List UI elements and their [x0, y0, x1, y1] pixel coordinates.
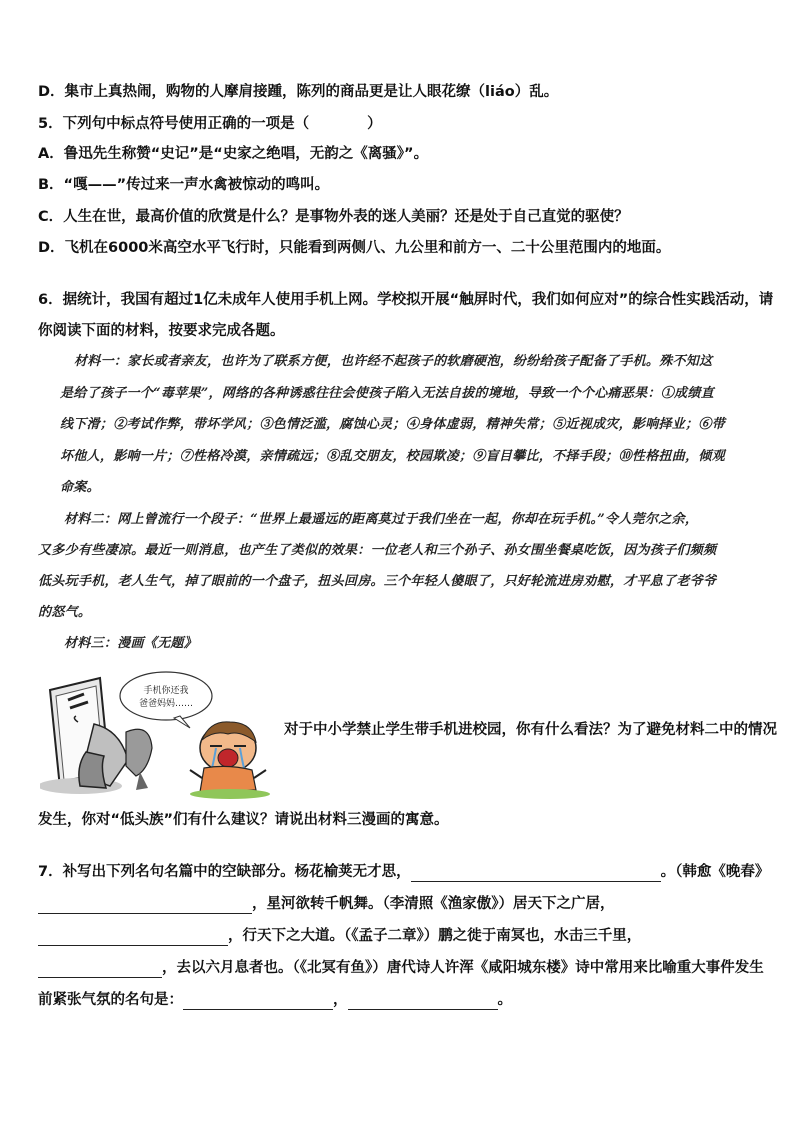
comic-bubble-line-2: 爸爸妈妈……: [138, 699, 194, 709]
answer-blank-4[interactable]: [38, 961, 162, 978]
answer-blank-3[interactable]: [38, 929, 228, 946]
q5-option-b: B．“嘎——”传过来一声水禽被惊动的鸣叫。: [38, 177, 330, 193]
q7-line-3: [38, 926, 641, 946]
q7-line-4-text: ，去以六月息者也。（《北冥有鱼》）唐代诗人许浑《咸阳城东楼》诗中常用来比喻重大事件发生: [162, 960, 764, 976]
material-1-line-5: 命案。: [60, 480, 100, 495]
q5-option-c: C．人生在世，最高价值的欣赏是什么？是事物外表的迷人美丽？还是处于自己直觉的驱使？: [38, 209, 629, 225]
material-2-line-4: 的怒气。: [38, 605, 92, 620]
material-2-line-3: 低头玩手机，老人生气，掉了眼前的一个盘子，扭头回房。三个年轻人傻眼了，只好轮流进房劝慰，才平息了老爷爷: [38, 574, 717, 589]
q5-stem: 5．下列句中标点符号使用正确的一项是（ ）: [38, 116, 382, 132]
q6-question-line-1: 对于中小学禁止学生带手机进校园，你有什么看法？为了避免材料二中的情况: [284, 722, 777, 738]
q7-line-1: [38, 862, 769, 882]
q7-line-3-text: ，行天下之大道。（《孟子二章》）鹏之徙于南冥也，水击三千里，: [228, 928, 642, 944]
q6-stem-line-1: 6．据统计，我国有超过1亿未成年人使用手机上网。学校拟开展“触屏时代，我们如何应对”的综合性实践活动，请: [38, 292, 774, 308]
answer-blank-2[interactable]: [38, 897, 252, 914]
q7-line-2: [38, 894, 615, 914]
q6-question-line-2: 发生，你对“低头族”们有什么建议？请说出材料三漫画的寓意。: [38, 812, 449, 828]
q4-option-d: D．集市上真热闹，购物的人摩肩接踵，陈列的商品更是让人眼花缭（liáo）乱。: [38, 84, 559, 100]
q7-line-2-text: ，星河欲转千帆舞。（李清照《渔家傲》）居天下之广居，: [252, 896, 615, 912]
q5-option-d: D．飞机在6000米高空水平飞行时，只能看到两侧八、九公里和前方一、二十公里范围内的地面。: [38, 240, 671, 256]
answer-blank-5[interactable]: [183, 993, 333, 1010]
material-1-line-2: 是给了孩子一个“毒苹果”，网络的各种诱惑往往会使孩子陷入无法自拔的境地，导致一个个心痛恶果：①成绩直: [60, 386, 714, 401]
material-1-line-4: 坏他人，影响一片；⑦性格冷漠，亲情疏远；⑧乱交朋友，校园欺凌；⑨盲目攀比，不择手段；⑩性格扭曲，倾观: [60, 449, 726, 464]
q7-line-5-end: 。: [497, 992, 512, 1008]
q7-line-5-text: 前紧张气氛的名句是：: [38, 992, 183, 1008]
material-2-line-1: 材料二：网上曾流行一个段子：“世界上最遥远的距离莫过于我们坐在一起，你却在玩手机。”令人莞尔之余，: [64, 512, 699, 527]
answer-blank-1[interactable]: [411, 865, 661, 882]
q7-line-1-text: 7．补写出下列名句名篇中的空缺部分。杨花榆荚无才思，: [38, 864, 411, 880]
material-3-label: 材料三：漫画《无题》: [64, 636, 198, 651]
material-2-line-2: 又多少有些凄凉。最近一则消息，也产生了类似的效果：一位老人和三个孙子、孙女围坐餐桌吃饭，因为孩子们频频: [38, 543, 717, 558]
comic-illustration: [40, 660, 280, 800]
q7-line-5: [38, 990, 512, 1010]
material-1-line-3: 线下滑；②考试作弊，带坏学风；③色情泛滥，腐蚀心灵；④身体虚弱，精神失常；⑤近视成灾，影响择业；⑥带: [60, 417, 726, 432]
answer-blank-6[interactable]: [348, 993, 498, 1010]
q7-line-4: [38, 958, 764, 978]
q6-stem-line-2: 你阅读下面的材料，按要求完成各题。: [38, 323, 285, 339]
comic-bubble-line-1: 手机你还我: [143, 686, 189, 696]
material-1-line-1: 材料一：家长或者亲友，也许为了联系方便，也许经不起孩子的软磨硬泡，纷纷给孩子配备了手机。殊不知这: [74, 354, 713, 369]
q5-option-a: A．鲁迅先生称赞“史记”是“史家之绝唱，无韵之《离骚》”。: [38, 146, 429, 162]
q7-line-1-tail: 。（韩愈《晚春》: [660, 864, 770, 880]
q7-line-5-comma: ，: [333, 992, 348, 1008]
